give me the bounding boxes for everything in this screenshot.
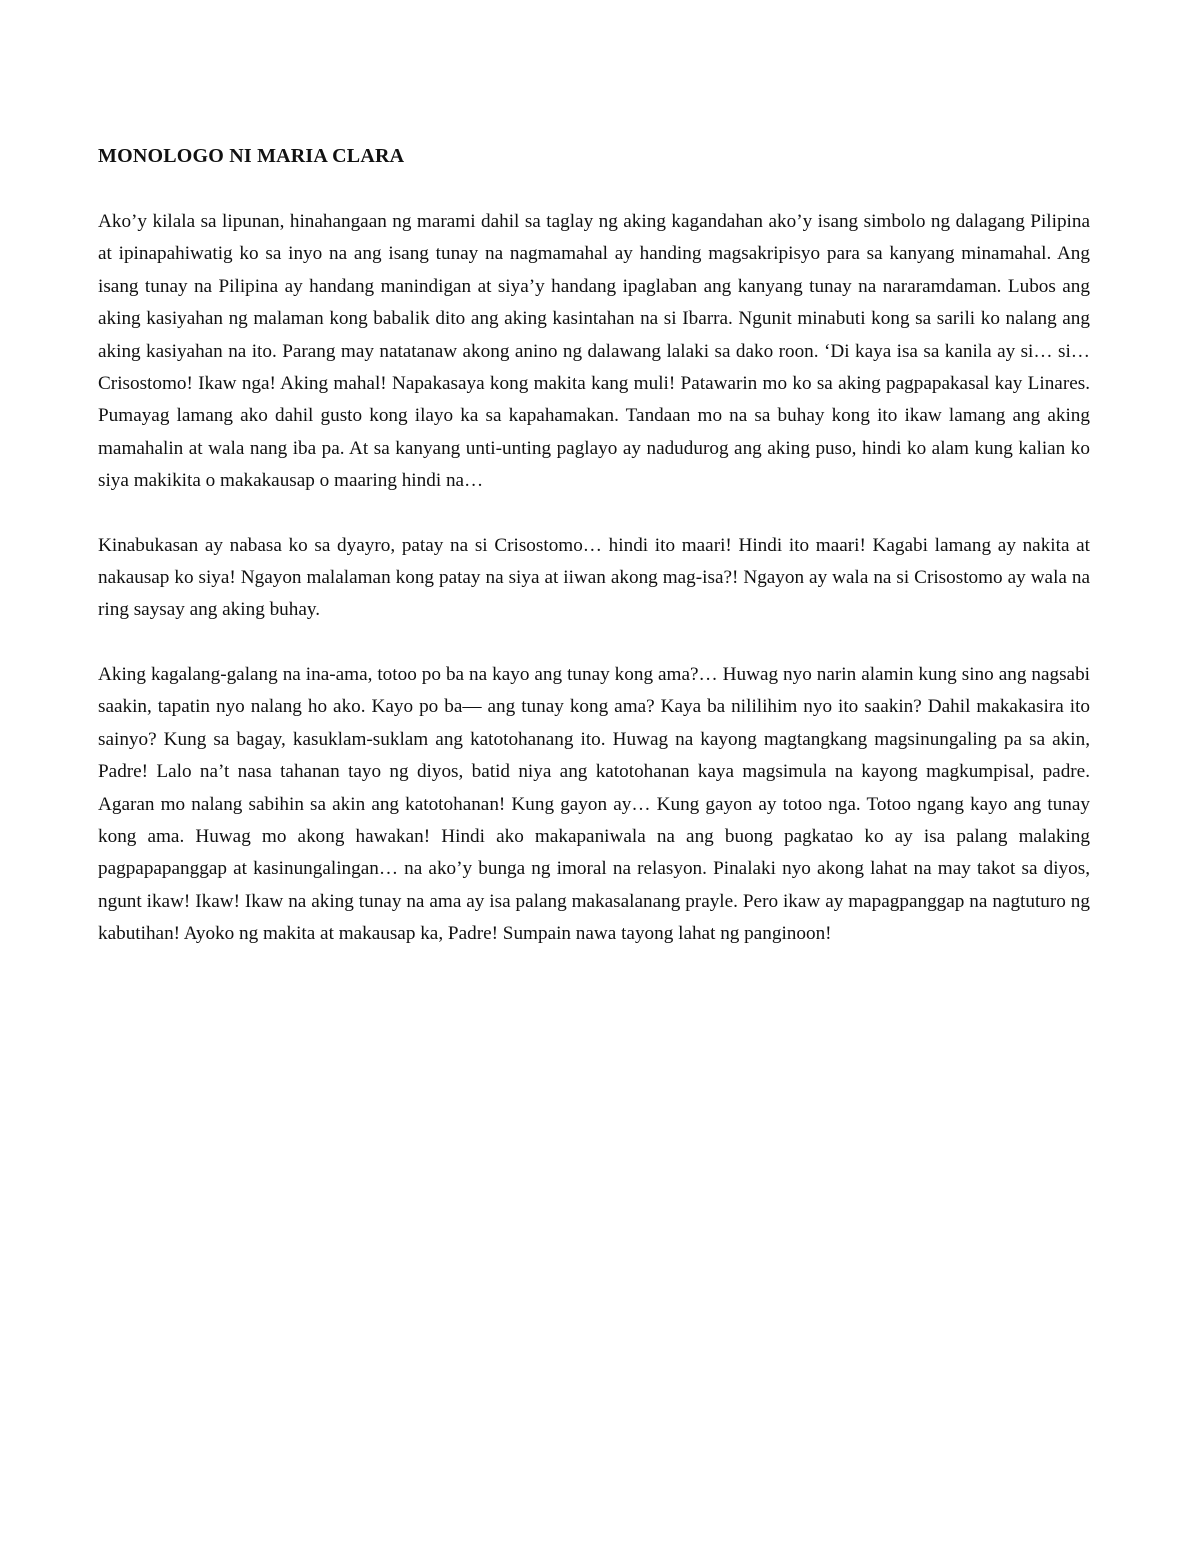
document-title: MONOLOGO NI MARIA CLARA [98,145,405,167]
paragraph-3: Aking kagalang-galang na ina-ama, totoo po ba na kayo ang tunay kong ama?… Huwag nyo narin alamin kung sino ang nagsabi saakin, tapatin nyo nalang ho ako. Kayo po ba— ang tunay kong ama? Kaya ba nililihim nyo ito saakin? Dahil makakasira ito sainyo? Kung sa bagay, kasuklam-suklam ang katotohanang ito. Huwag na kayong magtangkang magsinungaling pa sa akin, Padre! Lalo na’t nasa tahanan tayo ng diyos, batid niya ang katotohanan kaya magsimula na kayong magkumpisal, padre. Agaran mo nalang sabihin sa akin ang katotohanan! Kung gayon ay… Kung gayon ay totoo nga. Totoo ngang kayo ang tunay kong ama. Huwag mo akong hawakan! Hindi ako makapaniwala na ang buong pagkatao ko ay isa palang malaking pagpapapanggap at kasinungalingan… na ako’y bunga ng imoral na relasyon. Pinalaki nyo akong lahat na may takot sa diyos, ngunt ikaw! Ikaw! Ikaw na aking tunay na ama ay isa palang makasalanang prayle. Pero ikaw ay mapagpanggap na nagtuturo ng kabutihan! Ayoko ng makita at makausap ka, Padre! Sumpain nawa tayong lahat ng panginoon! [98,663,1090,945]
paragraph-2: Kinabukasan ay nabasa ko sa dyayro, patay na si Crisostomo… hindi ito maari! Hindi ito maari! Kagabi lamang ay nakita at nakausap ko siya! Ngayon malalaman kong patay na siya at iiwan akong mag-isa?! Ngayon ay wala na si Crisostomo ay wala na ring saysay ang aking buhay. [98,534,1090,621]
paragraph-1: Ako’y kilala sa lipunan, hinahangaan ng marami dahil sa taglay ng aking kagandahan ako’y isang simbolo ng dalagang Pilipina at ipinapahiwatig ko sa inyo na ang isang tunay na nagmamahal ay handing magsakripisyo para sa kanyang minamahal. Ang isang tunay na Pilipina ay handang manindigan at siya’y handang ipaglaban ang kanyang tunay na nararamdaman. Lubos ang aking kasiyahan ng malaman kong babalik dito ang aking kasintahan na si Ibarra. Ngunit minabuti kong sa sarili ko nalang ang aking kasiyahan na ito. Parang may natatanaw akong anino ng dalawang lalaki sa dako roon. ‘Di kaya isa sa kanila ay si… si… Crisostomo! Ikaw nga! Aking mahal! Napakasaya kong makita kang muli! Patawarin mo ko sa aking pagpapakasal kay Linares. Pumayag lamang ako dahil gusto kong ilayo ka sa kapahamakan. Tandaan mo na sa buhay kong ito ikaw lamang ang aking mamahalin at wala nang iba pa. At sa kanyang unti-unting paglayo ay nadudurog ang aking puso, hindi ko alam kung kalian ko siya makikita o makakausap o maaring hindi na… [98,211,1090,492]
document-body [98,140,1090,951]
